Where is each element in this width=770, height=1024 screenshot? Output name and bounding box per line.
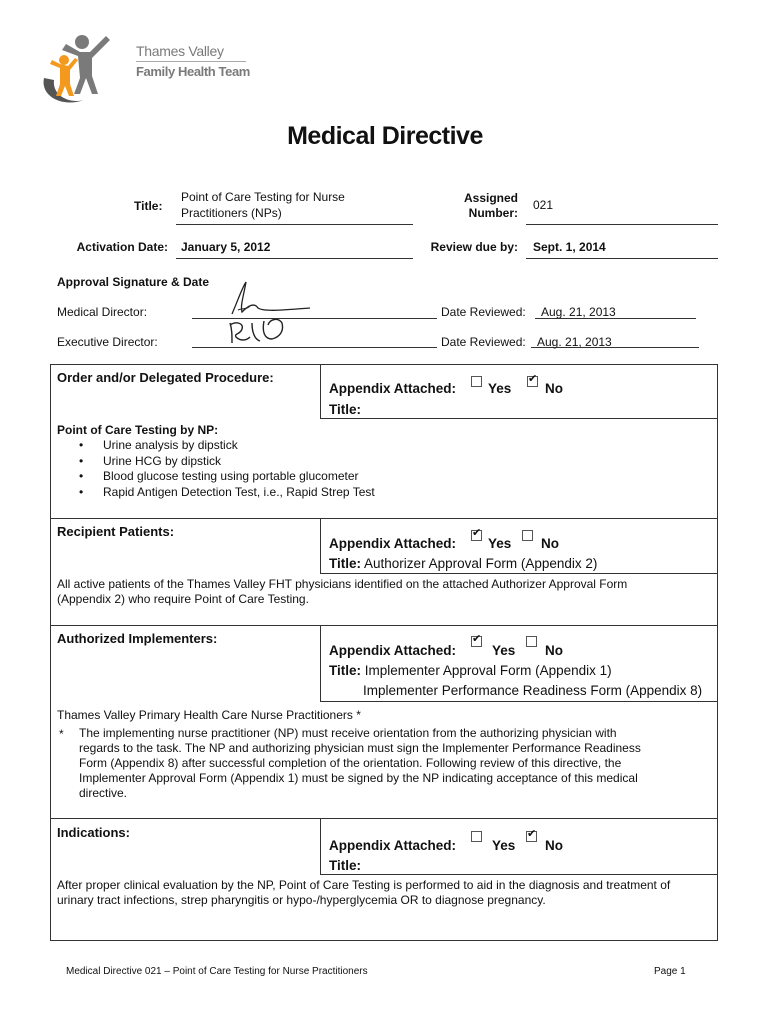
approval-heading: Approval Signature & Date (57, 275, 210, 289)
assigned-label-line1: Assigned (463, 191, 518, 205)
section3-title-value2: Implementer Performance Readiness Form (Appendix 8) (363, 683, 703, 698)
section1-no-checkbox[interactable] (527, 373, 538, 387)
section2-body-line1: All active patients of the Thames Valley FHT physicians identified on the attached Authorizer Approval Form (57, 577, 628, 591)
review-value: Sept. 1, 2014 (533, 240, 606, 254)
executive-director-label: Executive Director: (57, 335, 158, 349)
page-number: Page 1 (654, 966, 686, 977)
section4-top-border (50, 818, 718, 819)
footnote-line: Form (Appendix 8) after successful completion of the orientation. Following review of this directive, the (79, 756, 622, 770)
activation-label: Activation Date: (76, 240, 168, 254)
list-item: • Blood glucose testing using portable glucometer (75, 469, 475, 485)
org-name-line2: Family Health Team (136, 64, 250, 79)
section2-title-row (329, 556, 597, 571)
footnote-line: Implementer Approval Form (Appendix 1) must be signed by the NP indicating acceptance of this medical (79, 771, 638, 785)
medical-director-date-line (535, 318, 696, 319)
review-label: Review due by: (430, 240, 518, 254)
section2-yes-label: Yes (488, 536, 512, 551)
medical-director-date: Aug. 21, 2013 (541, 305, 616, 319)
section2-title-label: Title: (329, 556, 362, 571)
assigned-number: 021 (533, 198, 554, 212)
logo-divider (136, 61, 246, 62)
section3-footnote-mark: * (59, 727, 64, 741)
section2-no-checkbox[interactable] (522, 530, 533, 541)
section3-heading: Authorized Implementers: (57, 631, 218, 646)
section3-title-row (329, 663, 612, 678)
section1-yes-label: Yes (488, 381, 512, 396)
section4-divider-h (320, 874, 718, 875)
section4-no-checkbox[interactable] (526, 828, 537, 842)
section4-body-line1: After proper clinical evaluation by the NP, Point of Care Testing is performed to aid in the diagnosis and treatment of (57, 878, 671, 892)
checkmark-icon: ✔ (528, 373, 538, 385)
executive-director-signature (226, 313, 296, 347)
section2-heading: Recipient Patients: (57, 524, 175, 539)
list-item: • Urine HCG by dipstick (75, 454, 475, 470)
assigned-label-line2: Number: (468, 206, 518, 220)
checkmark-icon: ✔ (527, 828, 537, 840)
org-name-line1: Thames Valley (136, 43, 224, 59)
page-title: Medical Directive (287, 122, 483, 150)
section3-yes-label: Yes (492, 643, 516, 658)
section2-yes-checkbox[interactable] (471, 527, 482, 541)
section1-title-label: Title: (329, 402, 362, 417)
medical-director-label: Medical Director: (57, 305, 148, 319)
section1-subheading: Point of Care Testing by NP: (57, 423, 219, 437)
title-label: Title: (134, 199, 163, 213)
footer-left: Medical Directive 021 – Point of Care Testing for Nurse Practitioners (66, 966, 368, 977)
section3-title-label: Title: (329, 663, 362, 678)
section3-top-border (50, 625, 718, 626)
activation-value: January 5, 2012 (181, 240, 271, 254)
section1-divider-v (320, 364, 321, 418)
section3-divider-h (320, 701, 718, 702)
section3-divider-v (320, 625, 321, 701)
section4-body-line2: urinary tract infections, strep pharyngitis or hypo-/hyperglycemia OR to diagnose pregnancy. (57, 893, 546, 907)
executive-director-date-line (531, 347, 699, 348)
section4-yes-checkbox[interactable] (471, 831, 482, 842)
title-value-line1: Point of Care Testing for Nurse (181, 190, 345, 204)
section4-divider-v (320, 818, 321, 874)
footnote-line: directive. (79, 786, 128, 800)
footnote-line: The implementing nurse practitioner (NP) must receive orientation from the authorizing physician with (79, 726, 617, 740)
section2-divider-h (320, 573, 718, 574)
section4-appendix-label: Appendix Attached: (329, 838, 457, 853)
footnote-line: regards to the task. The NP and authorizing physician must sign the Implementer Performance Readiness (79, 741, 641, 755)
checkmark-icon: ✔ (472, 527, 482, 539)
assigned-underline (526, 224, 718, 225)
review-underline (526, 258, 718, 259)
section2-top-border (50, 518, 718, 519)
medical-director-date-label: Date Reviewed: (441, 305, 526, 319)
section2-title-value: Authorizer Approval Form (Appendix 2) (364, 556, 598, 571)
org-logo (36, 30, 251, 108)
section3-title-value: Implementer Approval Form (Appendix 1) (364, 663, 612, 678)
section3-no-checkbox[interactable] (526, 636, 537, 647)
family-figures-icon (36, 30, 128, 108)
section1-appendix-label: Appendix Attached: (329, 381, 457, 396)
section2-no-label: No (541, 536, 559, 551)
section3-yes-checkbox[interactable] (471, 633, 482, 647)
title-underline (176, 224, 413, 225)
section1-divider-h (320, 418, 718, 419)
section4-title-label: Title: (329, 858, 362, 873)
section1-yes-checkbox[interactable] (471, 376, 482, 387)
section3-body-intro: Thames Valley Primary Health Care Nurse Practitioners * (57, 708, 361, 722)
section1-no-label: No (545, 381, 563, 396)
section3-appendix-label: Appendix Attached: (329, 643, 457, 658)
section4-no-label: No (545, 838, 563, 853)
executive-director-date-label: Date Reviewed: (441, 335, 526, 349)
section3-no-label: No (545, 643, 563, 658)
section2-divider-v (320, 518, 321, 573)
executive-director-signature-line (192, 347, 437, 348)
section1-heading: Order and/or Delegated Procedure: (57, 370, 274, 385)
section3-footnote (79, 726, 709, 801)
section4-yes-label: Yes (492, 838, 516, 853)
title-value-line2: Practitioners (NPs) (181, 206, 282, 220)
section1-bullet-list (75, 438, 475, 500)
section2-body-line2: (Appendix 2) who require Point of Care Testing. (57, 592, 309, 606)
section4-heading: Indications: (57, 825, 130, 840)
list-item: • Rapid Antigen Detection Test, i.e., Rapid Strep Test (75, 485, 475, 501)
checkmark-icon: ✔ (472, 633, 482, 645)
activation-underline (176, 258, 413, 259)
section2-appendix-label: Appendix Attached: (329, 536, 457, 551)
list-item: • Urine analysis by dipstick (75, 438, 475, 454)
executive-director-date: Aug. 21, 2013 (537, 335, 612, 349)
